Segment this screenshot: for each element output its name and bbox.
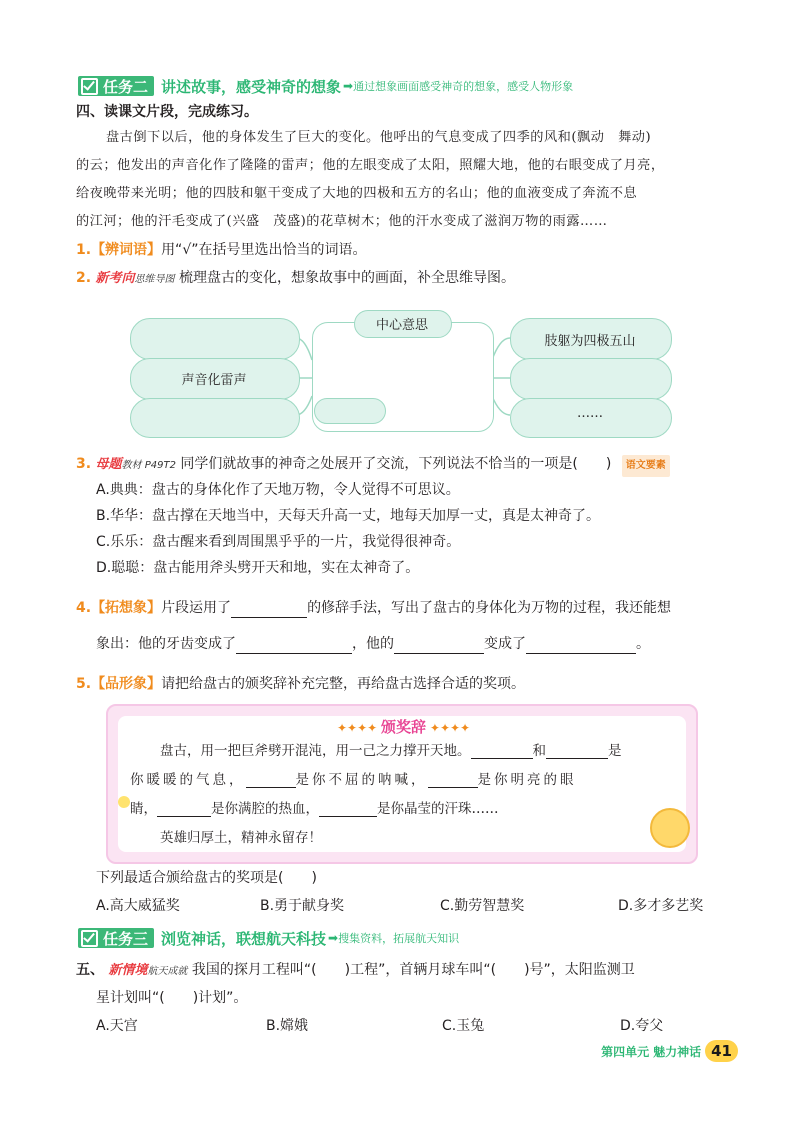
answer-blank[interactable]: [526, 637, 636, 654]
section5-line-2: 星计划叫“( )计划”。: [96, 990, 248, 1006]
badge-new-situation: 新情境: [108, 963, 148, 978]
answer-blank[interactable]: [471, 742, 533, 759]
badge-new-direction: 新考向: [95, 271, 135, 286]
passage-line-3: 给夜晚带来光明；他的四肢和躯干变成了大地的四极和五方的名山；他的血液变成了奔流不息: [76, 186, 638, 201]
passage-line-1: 盘古倒下以后，他的身体发生了巨大的变化。他呼出的气息变成了四季的风和(飘动 舞动): [106, 130, 652, 145]
mind-map-cloud-decoration: [314, 398, 386, 424]
s5-option-c: C.玉兔: [442, 1018, 485, 1034]
q5-award-question: 下列最适合颁给盘古的奖项是( ): [96, 870, 317, 886]
task3-header: [78, 928, 459, 948]
q3-option-b: B.华华：盘古撑在天地当中，天每天升高一丈，地每天加厚一丈，真是太神奇了。: [96, 508, 601, 524]
footer-title: 魅力神话: [653, 1044, 702, 1059]
q3-option-c: C.乐乐：盘古醒来看到周围黑乎乎的一片，我觉得很神奇。: [96, 534, 461, 550]
answer-blank[interactable]: [319, 800, 377, 817]
award-line-3: 睛， 是你满腔的热血， 是你晶莹的汗珠……: [130, 801, 499, 817]
s5-option-b: B.嫦娥: [266, 1018, 309, 1034]
question-2: 2. 新考向思维导图 梳理盘古的变化，想象故事中的画面，补全思维导图。: [76, 270, 515, 286]
q5-option-d: D.多才多艺奖: [618, 898, 704, 914]
mind-map-left-node-1: [130, 318, 300, 360]
flower-icon: [118, 796, 130, 808]
question-1: 1.【辨词语】用“√”在括号里选出恰当的词语。: [76, 242, 367, 258]
question-3: 3. 母题教材 P49T2 同学们就故事的神奇之处展开了交流，下列说法不恰当的一项是( ) 语文要素: [76, 454, 670, 477]
task2-note: 通过想象画面感受神奇的想象，感受人物形象: [353, 80, 574, 93]
q3-option-a: A.典典：盘古的身体化作了天地万物，令人觉得不可思议。: [96, 482, 460, 498]
star-decoration-icon: ✦✦✦✦: [429, 721, 471, 735]
s5-option-d: D.夸父: [620, 1018, 664, 1034]
task3-tag: 任务三: [78, 928, 154, 948]
answer-blank[interactable]: [394, 637, 484, 654]
passage-line-2: 的云；他发出的声音化作了隆隆的雷声；他的左眼变成了太阳，照耀大地，他的右眼变成了月亮，: [76, 158, 665, 173]
passage-line-4: 的江河；他的汗毛变成了(兴盛 茂盛)的花草树木；他的汗水变成了滋润万物的雨露……: [76, 214, 608, 229]
question-5: 5.【品形象】请把给盘古的颁奖辞补充完整，再给盘古选择合适的奖项。: [76, 676, 526, 692]
medal-icon: [650, 808, 690, 848]
mind-map-left-node-3: [130, 398, 300, 438]
section5-line-1: 五、 新情境航天成就 我国的探月工程叫“( )工程”，首辆月球车叫“( )号”，太阳监测卫: [76, 962, 635, 978]
answer-blank[interactable]: [231, 601, 307, 618]
q5-option-c: C.勤劳智慧奖: [440, 898, 525, 914]
answer-blank[interactable]: [157, 800, 211, 817]
answer-blank[interactable]: [236, 637, 352, 654]
mind-map-right-node-2: [510, 358, 672, 400]
badge-mother-question: 母题: [95, 457, 122, 472]
page-footer: [601, 1040, 738, 1062]
award-line-1: 盘古，用一把巨斧劈开混沌，用一己之力撑开天地。 和 是: [160, 743, 622, 759]
page-number: 41: [705, 1040, 738, 1062]
award-line-2: 你暖暖的气息， 是你不屈的呐喊， 是你明亮的眼: [130, 772, 577, 788]
arrow-right-icon: ➡: [328, 931, 339, 945]
s5-option-a: A.天宫: [96, 1018, 138, 1034]
yuwen-badge: 语文要素: [622, 455, 670, 477]
q5-option-b: B.勇于献身奖: [260, 898, 345, 914]
question-4: 4.【拓想象】片段运用了 的修辞手法，写出了盘古的身体化为万物的过程，我还能想: [76, 600, 672, 616]
section4-heading: 四、读课文片段，完成练习。: [76, 104, 258, 120]
answer-blank[interactable]: [546, 742, 608, 759]
mind-map-center-label: 中心意思: [375, 318, 428, 333]
award-title-row: [337, 716, 470, 737]
checkbox-icon: [81, 930, 98, 947]
star-decoration-icon: ✦✦✦✦: [337, 721, 378, 735]
task2-tag: 任务二: [78, 76, 154, 96]
answer-blank[interactable]: [246, 771, 296, 788]
task3-note: 搜集资料，拓展航天知识: [338, 932, 460, 945]
award-line-4: 英雄归厚土，精神永留存！: [160, 830, 322, 846]
answer-blank[interactable]: [428, 771, 478, 788]
q5-option-a: A.高大威猛奖: [96, 898, 180, 914]
question-4-line-2: 象出：他的牙齿变成了 ，他的 变成了 。: [96, 636, 650, 652]
q3-option-d: D.聪聪：盘古能用斧头劈开天和地，实在太神奇了。: [96, 560, 420, 576]
task3-title: 浏览神话，联想航天科技: [161, 929, 327, 948]
arrow-right-icon: ➡: [343, 79, 354, 93]
footer-unit: 第四单元: [601, 1044, 650, 1059]
task2-title: 讲述故事，感受神奇的想象: [161, 77, 342, 96]
award-title: 颁奖辞: [381, 718, 427, 736]
